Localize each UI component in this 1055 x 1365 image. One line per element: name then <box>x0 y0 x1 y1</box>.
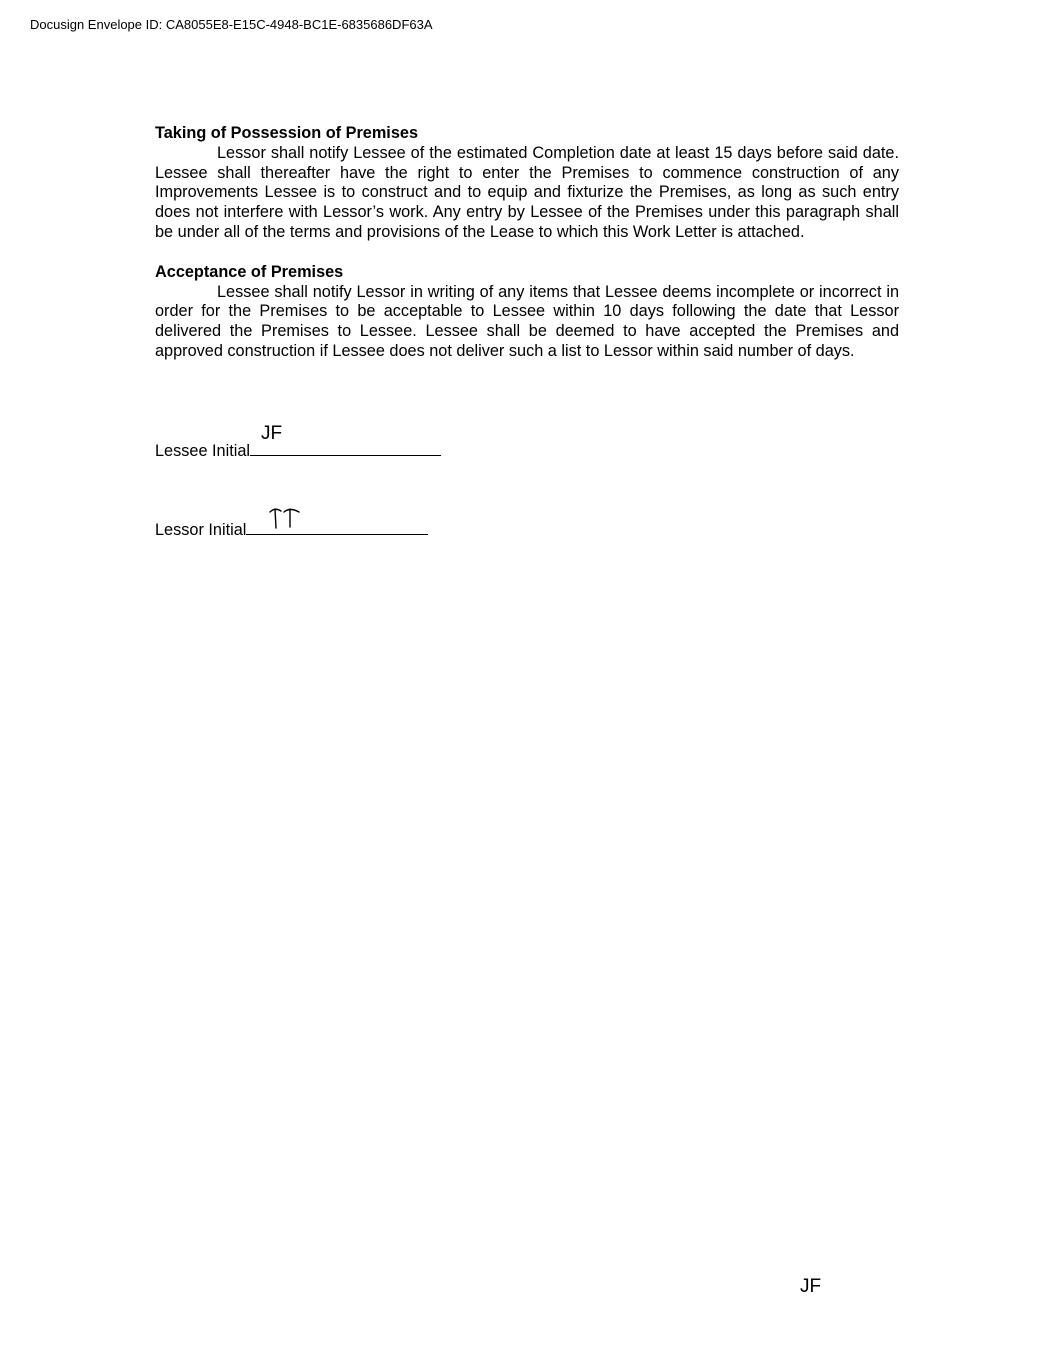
document-body <box>155 124 899 362</box>
section-heading-acceptance: Acceptance of Premises <box>155 262 344 281</box>
section-heading-possession: Taking of Possession of Premises <box>155 124 418 142</box>
footer-initials: JF <box>800 1276 822 1297</box>
lessor-initial-field[interactable] <box>155 520 428 540</box>
lessor-initial-label: Lessor Initial <box>155 521 247 539</box>
lessee-initial-label: Lessee Initial <box>155 442 251 460</box>
envelope-id: Docusign Envelope ID: CA8055E8-E15C-4948-BC1E-6835686DF63A <box>30 17 433 32</box>
section-spacer <box>155 243 899 263</box>
lessee-initial-line <box>250 441 441 456</box>
lessor-initial-line <box>246 520 428 535</box>
lessee-initial-field[interactable] <box>155 441 441 461</box>
lessee-initials-value: JF <box>261 423 283 444</box>
section-body-acceptance: Lessee shall notify Lessor in writing of any items that Lessee deems incomplete or incorrect in order for the Premises to be acceptable to Lessee within 10 days following the date that Lessor delivered the Premises to Lessee. Lessee shall be deemed to have accepted the Premises and approved construction if Lessee does not deliver such a list to Lessor within said number of days. <box>155 282 899 360</box>
section-body-possession: Lessor shall notify Lessee of the estimated Completion date at least 15 days before said date. Lessee shall thereafter have the right to enter the Premises to commence construction of any Improvements Lessee is to construct and to equip and fixturize the Premises, as long as such entry does not interfere with Lessor’s work. Any entry by Lessee of the Premises under this paragraph shall be under all of the terms and provisions of the Lease to which this Work Letter is attached. <box>155 143 899 241</box>
